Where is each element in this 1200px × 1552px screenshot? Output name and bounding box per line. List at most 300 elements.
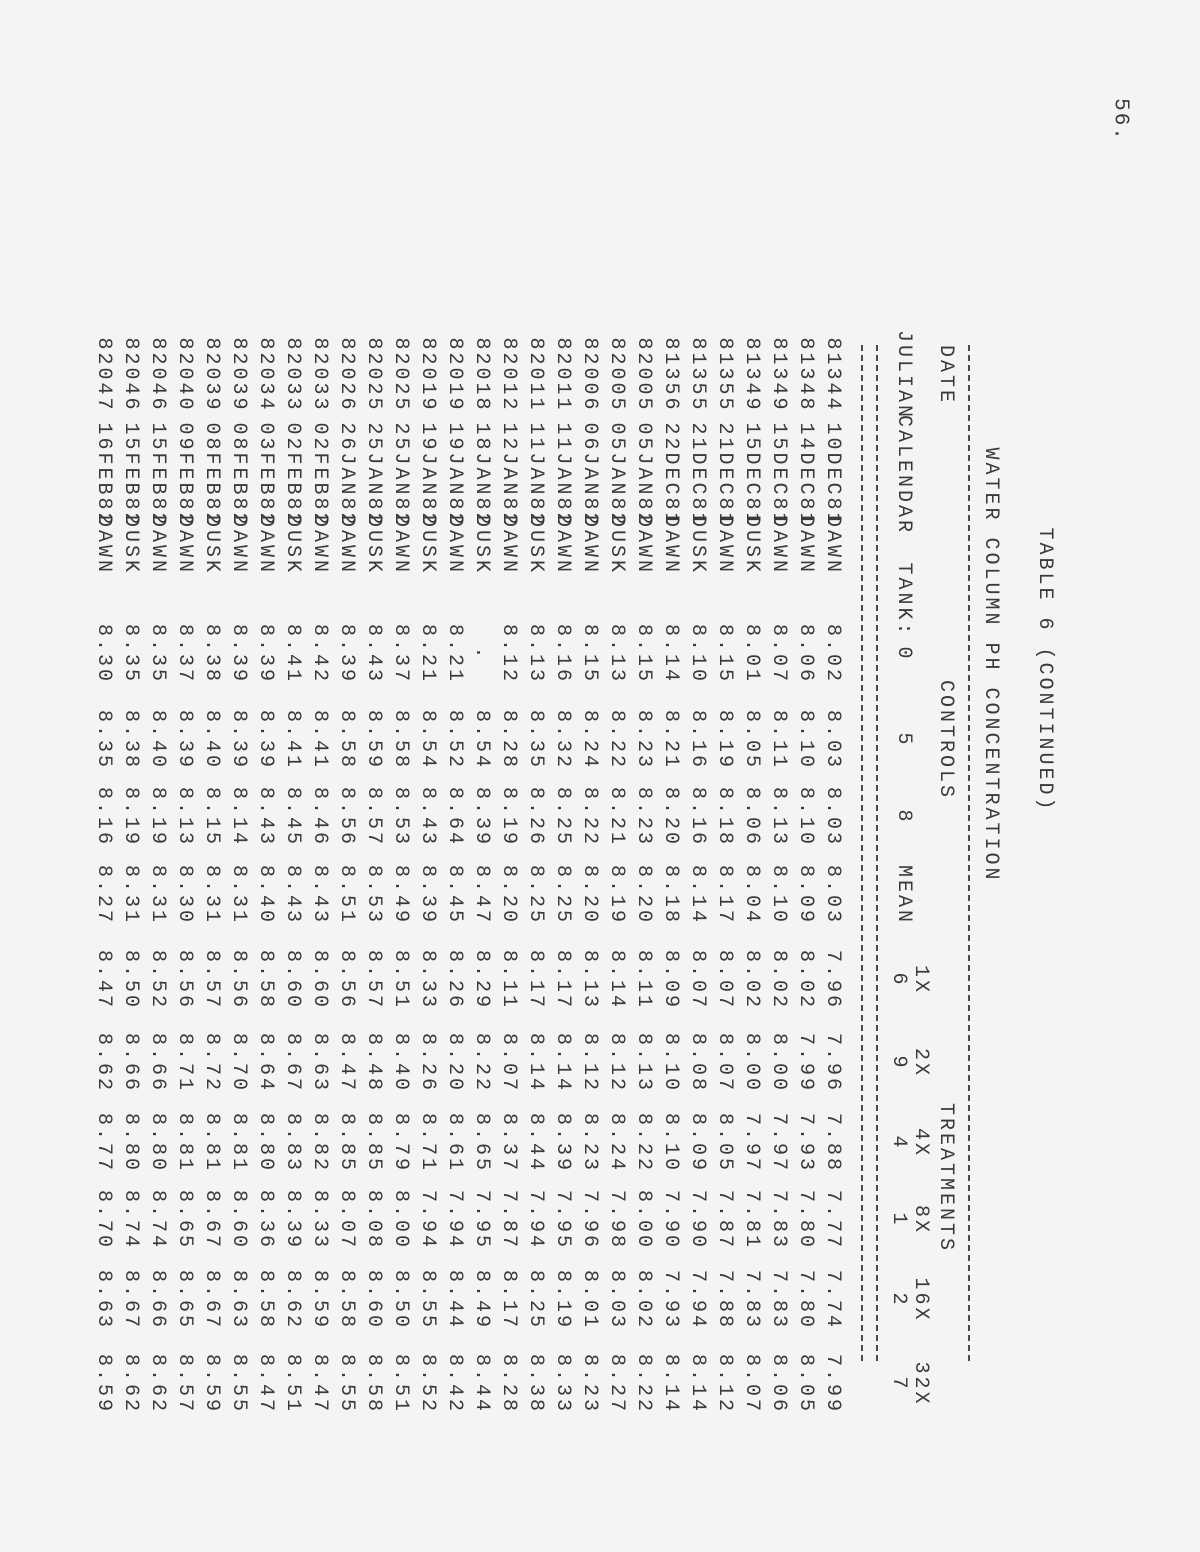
cell-julian: 82025 [389, 337, 412, 413]
cell-mean: 8.45 [443, 864, 466, 926]
cell-tank-5: 8.52 [443, 709, 466, 771]
cell-tank-0: 8.42 [308, 623, 331, 685]
cell-tank-5: 8.58 [389, 709, 412, 771]
cell-time: DUSK [416, 514, 439, 576]
cell-t1x: 8.60 [308, 949, 331, 1011]
cell-t16x: 7.94 [686, 1269, 709, 1331]
col-header-mean: MEAN [892, 864, 915, 926]
cell-t16x: 8.49 [470, 1269, 493, 1331]
cell-calendar: 22DEC81 [659, 422, 682, 528]
cell-julian: 82005 [632, 337, 655, 413]
cell-tank-5: 8.11 [767, 709, 790, 771]
cell-t32x: 7.99 [821, 1353, 844, 1415]
col-header-tank-5: 5 [892, 732, 915, 748]
cell-julian: 82046 [119, 337, 142, 413]
cell-t8x: 8.39 [281, 1189, 304, 1251]
cell-tank-8: 8.13 [173, 786, 196, 848]
cell-time: DAWN [713, 514, 736, 576]
cell-t32x: 8.47 [308, 1353, 331, 1415]
cell-t16x: 8.66 [146, 1269, 169, 1331]
cell-tank-0: 8.30 [92, 623, 115, 685]
cell-t32x: 8.55 [227, 1353, 250, 1415]
cell-t1x: 8.56 [173, 949, 196, 1011]
cell-t1x: 8.58 [254, 949, 277, 1011]
cell-t16x: 8.01 [578, 1269, 601, 1331]
cell-mean: 8.31 [200, 864, 223, 926]
cell-t8x: 7.94 [524, 1189, 547, 1251]
cell-tank-5: 8.35 [524, 709, 547, 771]
cell-t2x: 8.48 [362, 1032, 385, 1094]
cell-t4x: 8.83 [281, 1112, 304, 1174]
cell-t8x: 7.98 [605, 1189, 628, 1251]
cell-time: DAWN [551, 514, 574, 576]
cell-t32x: 8.52 [416, 1353, 439, 1415]
cell-julian: 81355 [713, 337, 736, 413]
cell-mean: 8.03 [821, 864, 844, 926]
cell-tank-8: 8.10 [794, 786, 817, 848]
cell-tank-0: 8.07 [767, 623, 790, 685]
cell-t2x: 8.40 [389, 1032, 412, 1094]
cell-t8x: 7.80 [794, 1189, 817, 1251]
cell-julian: 82040 [173, 337, 196, 413]
cell-t2x: 7.99 [794, 1032, 817, 1094]
cell-t4x: 8.44 [524, 1112, 547, 1174]
cell-t16x: 8.19 [551, 1269, 574, 1331]
cell-time: DAWN [146, 514, 169, 576]
cell-t1x: 8.56 [335, 949, 358, 1011]
cell-julian: 82039 [200, 337, 223, 413]
cell-calendar: 05JAN82 [632, 422, 655, 528]
cell-julian: 81355 [686, 337, 709, 413]
cell-t1x: 8.29 [470, 949, 493, 1011]
cell-t2x: 8.47 [335, 1032, 358, 1094]
cell-calendar: 25JAN82 [362, 422, 385, 528]
cell-t32x: 8.62 [119, 1353, 142, 1415]
cell-tank-5: 8.54 [416, 709, 439, 771]
cell-julian: 82019 [443, 337, 466, 413]
group-header-treatments: TREATMENTS [934, 1102, 957, 1254]
cell-tank-5: 8.21 [659, 709, 682, 771]
cell-t4x: 8.85 [335, 1112, 358, 1174]
cell-time: DUSK [605, 514, 628, 576]
cell-tank-0: 8.12 [497, 623, 520, 685]
cell-tank-5: 8.23 [632, 709, 655, 771]
cell-tank-5: 8.54 [470, 709, 493, 771]
cell-t8x: 8.36 [254, 1189, 277, 1251]
cell-t1x: 8.02 [740, 949, 763, 1011]
col-header-32x: 32X [909, 1361, 932, 1407]
cell-t32x: 8.51 [281, 1353, 304, 1415]
cell-t1x: 8.02 [767, 949, 790, 1011]
cell-t4x: 7.97 [767, 1112, 790, 1174]
cell-tank-8: 8.13 [767, 786, 790, 848]
cell-t4x: 8.80 [146, 1112, 169, 1174]
cell-tank-8: 8.20 [659, 786, 682, 848]
cell-tank-8: 8.15 [200, 786, 223, 848]
cell-t2x: 8.10 [659, 1032, 682, 1094]
cell-t16x: 8.59 [308, 1269, 331, 1331]
cell-t16x: 8.44 [443, 1269, 466, 1331]
cell-t1x: 8.07 [686, 949, 709, 1011]
cell-mean: 8.25 [551, 864, 574, 926]
cell-t32x: 8.42 [443, 1353, 466, 1415]
cell-tank-8: 8.16 [92, 786, 115, 848]
cell-t16x: 8.60 [362, 1269, 385, 1331]
cell-t32x: 8.05 [794, 1353, 817, 1415]
cell-t32x: 8.33 [551, 1353, 574, 1415]
cell-tank-0: 8.39 [335, 623, 358, 685]
cell-t4x: 8.05 [713, 1112, 736, 1174]
cell-t8x: 8.65 [173, 1189, 196, 1251]
cell-mean: 8.18 [659, 864, 682, 926]
tank-number-8x: 1 [887, 1212, 910, 1228]
col-header-tank-label: TANK: [892, 562, 915, 638]
cell-t32x: 8.55 [335, 1353, 358, 1415]
cell-calendar: 09FEB82 [173, 422, 196, 528]
cell-time: DAWN [227, 514, 250, 576]
cell-t8x: 7.96 [578, 1189, 601, 1251]
cell-time: DAWN [254, 514, 277, 576]
cell-julian: 82046 [146, 337, 169, 413]
cell-t4x: 8.61 [443, 1112, 466, 1174]
cell-julian: 81349 [767, 337, 790, 413]
cell-t8x: 7.77 [821, 1189, 844, 1251]
cell-mean: 8.53 [362, 864, 385, 926]
cell-julian: 82006 [578, 337, 601, 413]
cell-tank-5: 8.24 [578, 709, 601, 771]
cell-tank-8: 8.22 [578, 786, 601, 848]
cell-t16x: 8.67 [200, 1269, 223, 1331]
col-header-julian: JULIAN [892, 329, 915, 421]
tank-number-2x: 9 [887, 1055, 910, 1071]
cell-t1x: 8.11 [497, 949, 520, 1011]
cell-t8x: 8.33 [308, 1189, 331, 1251]
cell-time: DAWN [659, 514, 682, 576]
cell-julian: 82033 [281, 337, 304, 413]
cell-mean: 8.10 [767, 864, 790, 926]
cell-time: DAWN [632, 514, 655, 576]
cell-t8x: 8.60 [227, 1189, 250, 1251]
cell-t2x: 8.08 [686, 1032, 709, 1094]
cell-tank-5: 8.38 [119, 709, 142, 771]
cell-t4x: 8.37 [497, 1112, 520, 1174]
cell-t8x: 8.74 [146, 1189, 169, 1251]
cell-t8x: 7.83 [767, 1189, 790, 1251]
cell-t32x: 8.59 [200, 1353, 223, 1415]
cell-tank-5: 8.10 [794, 709, 817, 771]
cell-t4x: 8.24 [605, 1112, 628, 1174]
cell-t8x: 7.87 [497, 1189, 520, 1251]
cell-tank-8: 8.46 [308, 786, 331, 848]
cell-t32x: 8.06 [767, 1353, 790, 1415]
cell-t4x: 8.79 [389, 1112, 412, 1174]
cell-t4x: 8.65 [470, 1112, 493, 1174]
cell-calendar: 15FEB82 [146, 422, 169, 528]
cell-t8x: 8.67 [200, 1189, 223, 1251]
cell-t2x: 8.66 [146, 1032, 169, 1094]
cell-t4x: 8.81 [173, 1112, 196, 1174]
cell-t16x: 8.63 [92, 1269, 115, 1331]
cell-calendar: 02FEB82 [281, 422, 304, 528]
cell-tank-5: 8.41 [308, 709, 331, 771]
cell-t2x: 8.26 [416, 1032, 439, 1094]
cell-calendar: 19JAN82 [416, 422, 439, 528]
cell-time: DAWN [308, 514, 331, 576]
cell-tank-5: 8.19 [713, 709, 736, 771]
cell-tank-0: 8.37 [173, 623, 196, 685]
cell-t4x: 8.10 [659, 1112, 682, 1174]
cell-tank-8: 8.57 [362, 786, 385, 848]
header-rule-top [968, 345, 970, 1361]
cell-t16x: 8.02 [632, 1269, 655, 1331]
cell-calendar: 02FEB82 [308, 422, 331, 528]
cell-tank-8: 8.06 [740, 786, 763, 848]
cell-julian: 82039 [227, 337, 250, 413]
cell-t16x: 7.74 [821, 1269, 844, 1331]
cell-mean: 8.09 [794, 864, 817, 926]
cell-mean: 8.20 [578, 864, 601, 926]
cell-t8x: 7.94 [443, 1189, 466, 1251]
group-header-date: DATE [934, 344, 957, 406]
cell-t4x: 8.81 [200, 1112, 223, 1174]
cell-t1x: 8.47 [92, 949, 115, 1011]
cell-t8x: 7.95 [470, 1189, 493, 1251]
cell-tank-5: 8.58 [335, 709, 358, 771]
cell-time: DUSK [524, 514, 547, 576]
cell-t1x: 8.57 [362, 949, 385, 1011]
cell-calendar: 12JAN82 [497, 422, 520, 528]
cell-t2x: 7.96 [821, 1032, 844, 1094]
cell-mean: 8.14 [686, 864, 709, 926]
cell-t1x: 8.52 [146, 949, 169, 1011]
cell-julian: 82047 [92, 337, 115, 413]
cell-t4x: 8.80 [254, 1112, 277, 1174]
cell-time: DUSK [119, 514, 142, 576]
cell-t16x: 8.58 [254, 1269, 277, 1331]
cell-julian: 81356 [659, 337, 682, 413]
cell-tank-0: . [470, 646, 493, 662]
cell-t4x: 8.39 [551, 1112, 574, 1174]
cell-t32x: 8.57 [173, 1353, 196, 1415]
cell-calendar: 16FEB82 [92, 422, 115, 528]
cell-tank-0: 8.21 [416, 623, 439, 685]
cell-t16x: 8.62 [281, 1269, 304, 1331]
cell-calendar: 11JAN82 [524, 422, 547, 528]
group-header-controls: CONTROLS [934, 679, 957, 801]
cell-tank-0: 8.39 [254, 623, 277, 685]
cell-tank-8: 8.19 [146, 786, 169, 848]
cell-t16x: 7.83 [767, 1269, 790, 1331]
cell-t2x: 8.70 [227, 1032, 250, 1094]
cell-tank-8: 8.43 [416, 786, 439, 848]
cell-time: DAWN [497, 514, 520, 576]
cell-calendar: 14DEC81 [794, 422, 817, 528]
cell-t1x: 8.26 [443, 949, 466, 1011]
cell-t2x: 8.63 [308, 1032, 331, 1094]
cell-t1x: 8.51 [389, 949, 412, 1011]
cell-tank-5: 8.40 [146, 709, 169, 771]
cell-tank-5: 8.40 [200, 709, 223, 771]
cell-t1x: 8.60 [281, 949, 304, 1011]
cell-tank-0: 8.13 [605, 623, 628, 685]
cell-tank-0: 8.21 [443, 623, 466, 685]
cell-mean: 8.30 [173, 864, 196, 926]
cell-t8x: 7.90 [686, 1189, 709, 1251]
cell-t2x: 8.64 [254, 1032, 277, 1094]
cell-mean: 8.20 [632, 864, 655, 926]
cell-t8x: 8.00 [632, 1189, 655, 1251]
cell-t1x: 8.56 [227, 949, 250, 1011]
cell-tank-0: 8.41 [281, 623, 304, 685]
cell-calendar: 15DEC81 [740, 422, 763, 528]
cell-mean: 8.17 [713, 864, 736, 926]
cell-julian: 82026 [335, 337, 358, 413]
cell-julian: 82012 [497, 337, 520, 413]
cell-tank-0: 8.15 [713, 623, 736, 685]
cell-tank-8: 8.18 [713, 786, 736, 848]
cell-mean: 8.04 [740, 864, 763, 926]
cell-calendar: 11JAN82 [551, 422, 574, 528]
cell-tank-5: 8.35 [92, 709, 115, 771]
cell-t16x: 8.17 [497, 1269, 520, 1331]
cell-tank-5: 8.39 [227, 709, 250, 771]
cell-julian: 82025 [362, 337, 385, 413]
cell-t1x: 8.50 [119, 949, 142, 1011]
cell-t2x: 8.67 [281, 1032, 304, 1094]
cell-julian: 82034 [254, 337, 277, 413]
cell-t16x: 7.88 [713, 1269, 736, 1331]
cell-julian: 82018 [470, 337, 493, 413]
cell-tank-0: 8.13 [524, 623, 547, 685]
cell-tank-8: 8.19 [497, 786, 520, 848]
cell-time: DUSK [470, 514, 493, 576]
cell-t2x: 8.13 [632, 1032, 655, 1094]
tank-number-16x: 2 [887, 1292, 910, 1308]
cell-t1x: 8.17 [551, 949, 574, 1011]
cell-t8x: 8.70 [92, 1189, 115, 1251]
cell-time: DUSK [281, 514, 304, 576]
cell-julian: 82011 [551, 337, 574, 413]
cell-julian: 82019 [416, 337, 439, 413]
header-rule-bottom-2 [861, 345, 863, 1361]
col-header-2x: 2X [909, 1047, 932, 1079]
cell-t8x: 7.87 [713, 1189, 736, 1251]
cell-t8x: 8.07 [335, 1189, 358, 1251]
cell-tank-0: 8.35 [119, 623, 142, 685]
cell-t16x: 8.25 [524, 1269, 547, 1331]
tank-number-1x: 6 [887, 972, 910, 988]
cell-calendar: 26JAN82 [335, 422, 358, 528]
cell-time: DAWN [389, 514, 412, 576]
cell-t32x: 8.07 [740, 1353, 763, 1415]
cell-t2x: 8.12 [578, 1032, 601, 1094]
cell-tank-8: 8.43 [254, 786, 277, 848]
cell-mean: 8.20 [497, 864, 520, 926]
col-header-tank-0: 0 [892, 646, 915, 662]
cell-time: DAWN [335, 514, 358, 576]
cell-julian: 81344 [821, 337, 844, 413]
tank-number-4x: 4 [887, 1135, 910, 1151]
cell-t32x: 8.27 [605, 1353, 628, 1415]
cell-tank-0: 8.16 [551, 623, 574, 685]
cell-tank-5: 8.05 [740, 709, 763, 771]
cell-t2x: 8.14 [551, 1032, 574, 1094]
cell-t8x: 8.74 [119, 1189, 142, 1251]
cell-t16x: 8.50 [389, 1269, 412, 1331]
cell-t2x: 8.12 [605, 1032, 628, 1094]
cell-tank-8: 8.26 [524, 786, 547, 848]
cell-t32x: 8.23 [578, 1353, 601, 1415]
cell-t4x: 8.80 [119, 1112, 142, 1174]
cell-t1x: 8.11 [632, 949, 655, 1011]
cell-t16x: 8.55 [416, 1269, 439, 1331]
cell-t4x: 7.93 [794, 1112, 817, 1174]
cell-tank-8: 8.45 [281, 786, 304, 848]
cell-t2x: 8.71 [173, 1032, 196, 1094]
cell-calendar: 05JAN82 [605, 422, 628, 528]
cell-mean: 8.43 [281, 864, 304, 926]
cell-mean: 8.19 [605, 864, 628, 926]
cell-mean: 8.25 [524, 864, 547, 926]
cell-mean: 8.31 [146, 864, 169, 926]
col-header-1x: 1X [909, 964, 932, 996]
cell-t32x: 8.59 [92, 1353, 115, 1415]
cell-tank-0: 8.43 [362, 623, 385, 685]
cell-time: DAWN [92, 514, 115, 576]
cell-t16x: 7.80 [794, 1269, 817, 1331]
cell-julian: 81348 [794, 337, 817, 413]
col-header-calendar: CALENDAR [892, 414, 915, 536]
cell-tank-8: 8.16 [686, 786, 709, 848]
cell-tank-5: 8.03 [821, 709, 844, 771]
cell-t32x: 8.28 [497, 1353, 520, 1415]
cell-tank-5: 8.59 [362, 709, 385, 771]
cell-julian: 82033 [308, 337, 331, 413]
cell-calendar: 15DEC81 [767, 422, 790, 528]
cell-calendar: 03FEB82 [254, 422, 277, 528]
col-header-16x: 16X [909, 1277, 932, 1323]
cell-t4x: 7.88 [821, 1112, 844, 1174]
cell-tank-8: 8.56 [335, 786, 358, 848]
cell-tank-0: 8.15 [632, 623, 655, 685]
cell-t2x: 8.20 [443, 1032, 466, 1094]
page-number: 56. [1108, 98, 1132, 142]
cell-t32x: 8.51 [389, 1353, 412, 1415]
cell-mean: 8.31 [119, 864, 142, 926]
cell-tank-8: 8.39 [470, 786, 493, 848]
cell-t1x: 8.14 [605, 949, 628, 1011]
cell-time: DAWN [443, 514, 466, 576]
cell-tank-5: 8.41 [281, 709, 304, 771]
tank-number-32x: 7 [887, 1376, 910, 1392]
cell-mean: 8.40 [254, 864, 277, 926]
cell-mean: 8.49 [389, 864, 412, 926]
cell-time: DAWN [767, 514, 790, 576]
cell-t2x: 8.00 [767, 1032, 790, 1094]
cell-time: DAWN [578, 514, 601, 576]
cell-t16x: 7.93 [659, 1269, 682, 1331]
cell-tank-0: 8.38 [200, 623, 223, 685]
cell-t1x: 8.33 [416, 949, 439, 1011]
cell-tank-0: 8.39 [227, 623, 250, 685]
cell-t32x: 8.58 [362, 1353, 385, 1415]
cell-mean: 8.47 [470, 864, 493, 926]
cell-t32x: 8.22 [632, 1353, 655, 1415]
cell-t4x: 8.23 [578, 1112, 601, 1174]
cell-tank-8: 8.19 [119, 786, 142, 848]
cell-tank-0: 8.35 [146, 623, 169, 685]
cell-calendar: 15FEB82 [119, 422, 142, 528]
